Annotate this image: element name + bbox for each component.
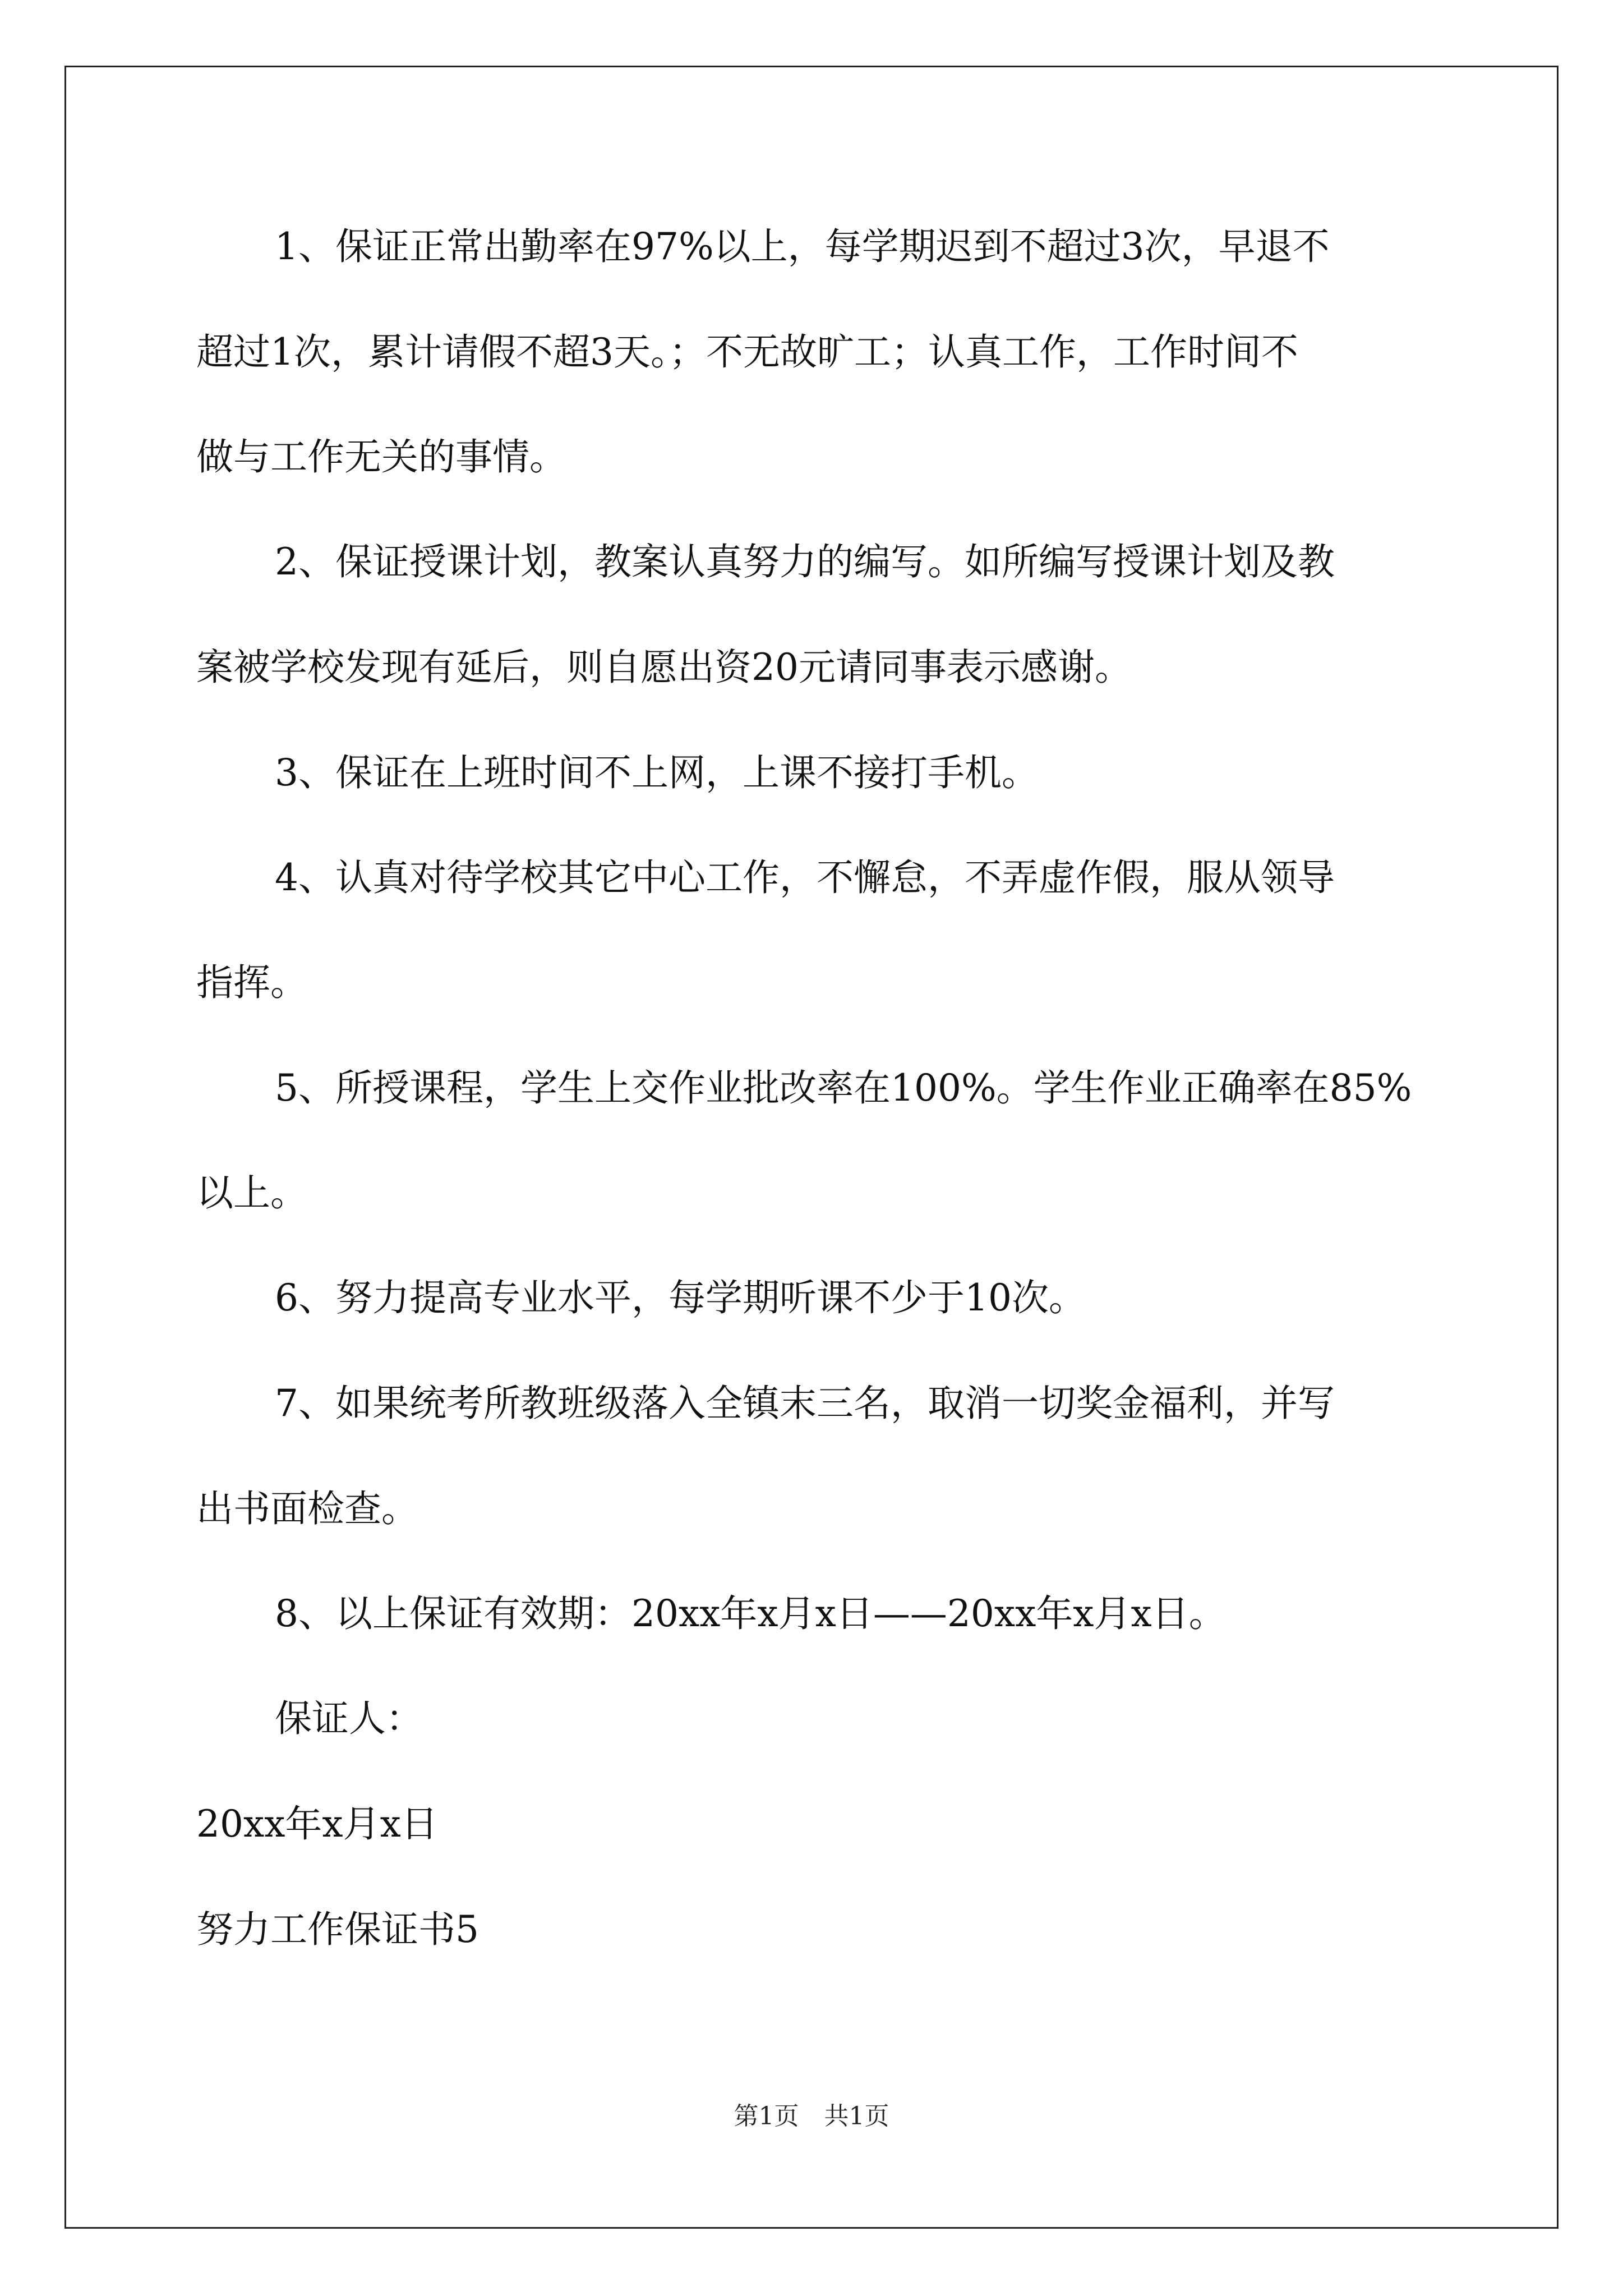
page-total: 共1页 (824, 2102, 889, 2131)
guarantor-label: 保证人： (275, 1697, 423, 1740)
paragraph-1-line-2: 超过1次，累计请假不超3天。；不无故旷工；认真工作，工作时间不 (196, 330, 1298, 374)
paragraph-2-line-2: 案被学校发现有延后，则自愿出资20元请同事表示感谢。 (196, 646, 1132, 689)
paragraph-5-line-1: 5、所授课程，学生上交作业批改率在100%。学生作业正确率在85% (275, 1066, 1412, 1110)
paragraph-3-line-1: 3、保证在上班时间不上网，上课不接打手机。 (275, 751, 1039, 794)
paragraph-1-line-1: 1、保证正常出勤率在97%以上，每学期迟到不超过3次，早退不 (275, 225, 1330, 268)
paragraph-1-line-3: 做与工作无关的事情。 (196, 435, 566, 478)
paragraph-5-line-2: 以上。 (196, 1171, 307, 1214)
paragraph-4-line-1: 4、认真对待学校其它中心工作，不懈怠，不弄虚作假，服从领导 (275, 856, 1335, 899)
page-border (64, 66, 1559, 2229)
signature-date: 20xx年x月x日 (196, 1802, 438, 1846)
paragraph-4-line-2: 指挥。 (196, 961, 307, 1004)
paragraph-7-line-2: 出书面检查。 (196, 1487, 418, 1530)
paragraph-7-line-1: 7、如果统考所教班级落入全镇末三名，取消一切奖金福利，并写 (275, 1382, 1335, 1425)
page-number: 第1页 (734, 2102, 799, 2131)
page-footer (0, 2101, 1623, 2132)
paragraph-2-line-1: 2、保证授课计划，教案认真努力的编写。如所编写授课计划及教 (275, 540, 1335, 583)
paragraph-8-line-1: 8、以上保证有效期：20xx年x月x日——20xx年x月x日。 (275, 1592, 1226, 1635)
paragraph-6-line-1: 6、努力提高专业水平，每学期听课不少于10次。 (275, 1276, 1086, 1319)
next-section-title: 努力工作保证书5 (196, 1908, 479, 1951)
